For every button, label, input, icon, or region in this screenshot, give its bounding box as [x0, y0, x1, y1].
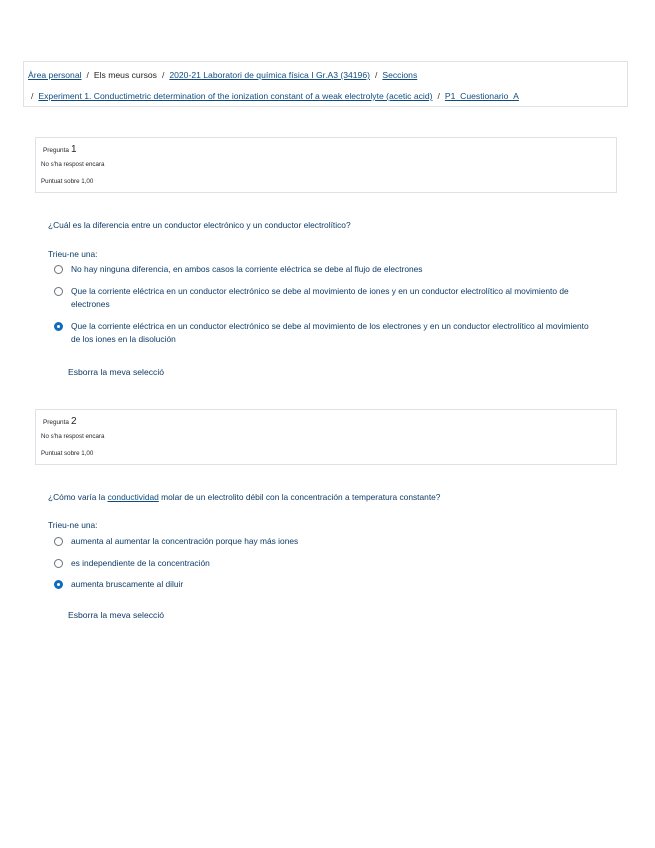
breadcrumb-line-2: [31, 91, 519, 101]
question-number-value: 2: [70, 416, 77, 427]
breadcrumb-quiz[interactable]: P1_Cuestionario_A: [444, 91, 519, 101]
question-1-text: ¿Cuál es la diferencia entre un conductor electrónico y un conductor electrolítico?: [48, 220, 351, 230]
radio-button[interactable]: [54, 265, 63, 274]
breadcrumb-separator: /: [161, 70, 165, 80]
radio-button[interactable]: [54, 559, 63, 568]
question-2-option-3[interactable]: [54, 578, 594, 591]
radio-button[interactable]: [54, 287, 63, 296]
question-1-prompt: Trieu-ne una:: [48, 249, 98, 259]
breadcrumb-separator: /: [31, 91, 34, 101]
question-number: [43, 416, 77, 427]
question-grade: Puntuat sobre 1,00: [41, 178, 94, 185]
question-1-info: [35, 137, 617, 193]
question-2-text: [48, 492, 440, 502]
question-state: No s'ha respost encara: [41, 433, 105, 440]
question-2-option-1[interactable]: [54, 535, 594, 548]
clear-selection-button[interactable]: Esborra la meva selecció: [68, 367, 165, 377]
breadcrumb: [23, 61, 628, 107]
question-number: [43, 144, 77, 155]
option-label: es independiente de la concentración: [71, 558, 210, 568]
question-1-option-1[interactable]: [54, 263, 594, 276]
clear-selection-button[interactable]: Esborra la meva selecció: [68, 610, 165, 620]
breadcrumb-my-courses: Els meus cursos: [93, 70, 157, 80]
question-number-value: 1: [70, 144, 77, 155]
question-2-prompt: Trieu-ne una:: [48, 520, 98, 530]
breadcrumb-separator: /: [437, 91, 440, 101]
question-label: Pregunta: [43, 419, 69, 426]
radio-button-checked[interactable]: [54, 580, 63, 589]
question-2-info: [35, 409, 617, 465]
breadcrumb-line-1: [28, 70, 417, 80]
option-label: aumenta bruscamente al diluir: [71, 579, 184, 589]
breadcrumb-course[interactable]: 2020-21 Laboratori de química física I Gr.A3 (34196): [169, 70, 370, 80]
radio-button-checked[interactable]: [54, 322, 63, 331]
breadcrumb-experiment[interactable]: Experiment 1. Conductimetric determination of the ionization constant of a weak electrolyte (acetic acid): [38, 91, 433, 101]
glossary-link-conductividad[interactable]: conductividad: [107, 492, 159, 502]
question-state: No s'ha respost encara: [41, 161, 105, 168]
question-text-start: ¿Cómo varía la: [48, 492, 108, 502]
breadcrumb-separator: /: [86, 70, 89, 80]
breadcrumb-sections[interactable]: Seccions: [382, 70, 418, 80]
option-label: aumenta al aumentar la concentración porque hay más iones: [71, 536, 299, 546]
radio-button[interactable]: [54, 537, 63, 546]
breadcrumb-separator: /: [374, 70, 378, 80]
question-2-option-2[interactable]: [54, 557, 594, 570]
option-label: Que la corriente eléctrica en un conductor electrónico se debe al movimiento de iones y en un conductor electrolítico al movimiento de electrones: [71, 286, 569, 309]
question-grade: Puntuat sobre 1,00: [41, 450, 94, 457]
question-1-option-2[interactable]: [54, 285, 594, 311]
option-label: No hay ninguna diferencia, en ambos casos la corriente eléctrica se debe al flujo de electrones: [71, 264, 423, 274]
question-1-option-3[interactable]: [54, 320, 594, 346]
option-label: Que la corriente eléctrica en un conductor electrónico se debe al movimiento de los electrones y en un conductor electrolítico al movimiento de los iones en la disolución: [71, 321, 589, 344]
breadcrumb-area-personal[interactable]: Àrea personal: [28, 70, 82, 80]
question-text-end: molar de un electrolito débil con la concentración a temperatura constante?: [158, 492, 441, 502]
question-label: Pregunta: [43, 147, 69, 154]
